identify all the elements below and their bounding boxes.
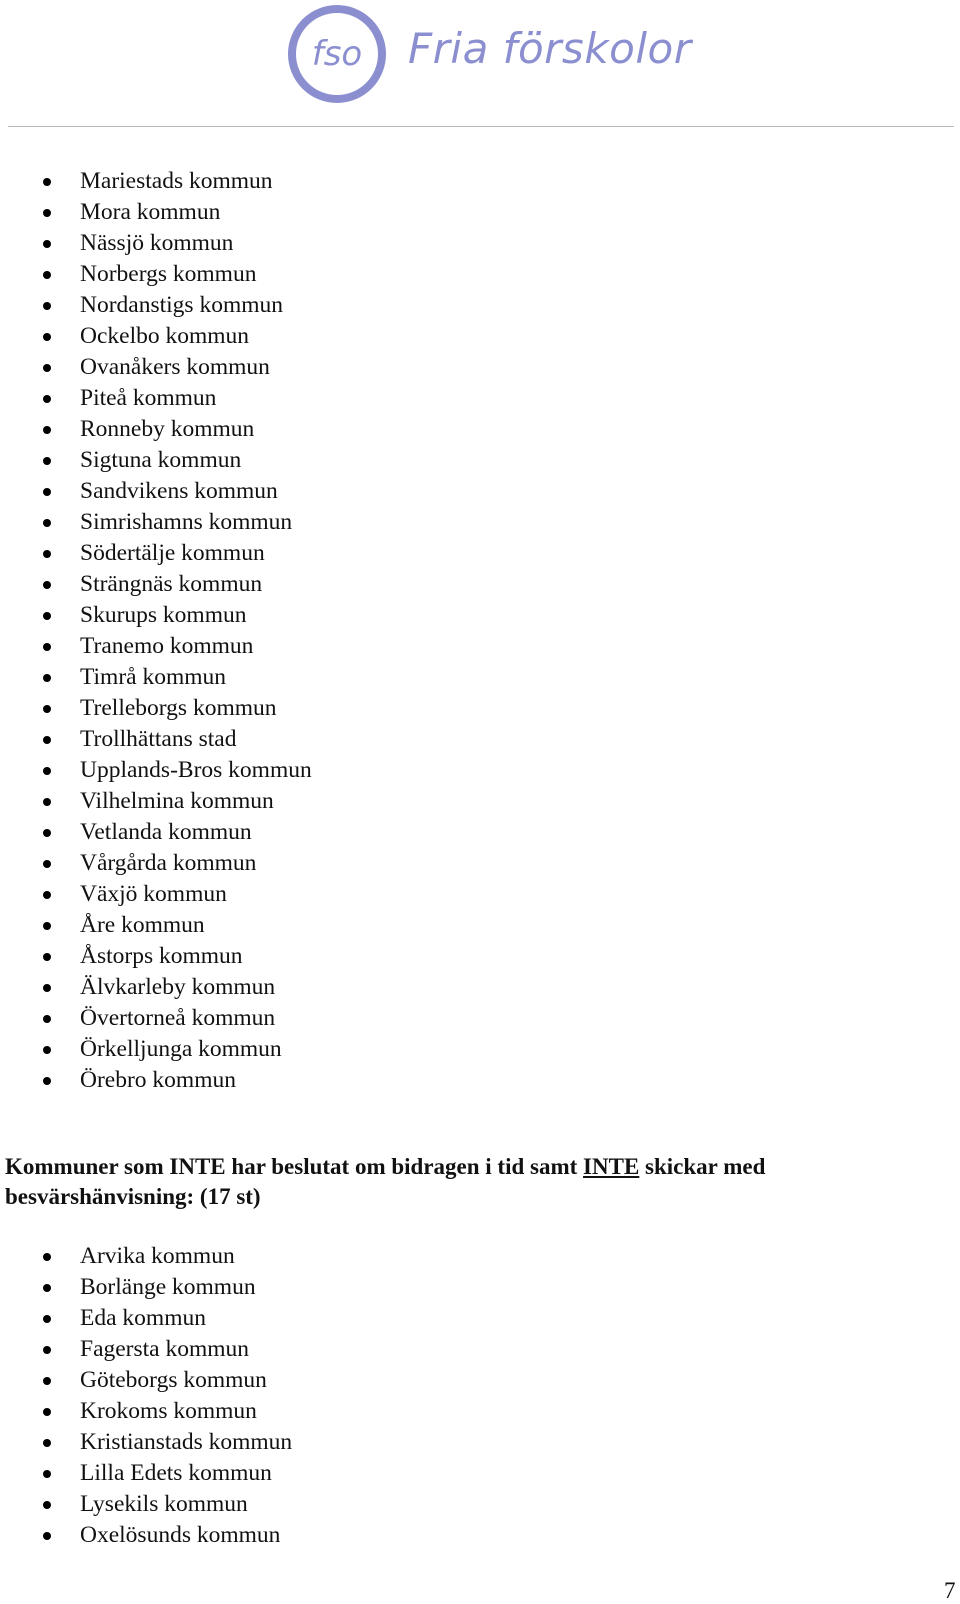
list-item-label: Piteå kommun [80,385,217,411]
list-item-label: Ronneby kommun [80,416,255,442]
list-item-label: Fagersta kommun [80,1336,250,1362]
list-item-label: Örkelljunga kommun [80,1036,282,1062]
bullet-icon [43,426,51,434]
bullet-icon [43,1408,51,1416]
list-item-label: Sandvikens kommun [80,478,278,504]
list-item-label: Örebro kommun [80,1067,236,1093]
bullet-icon [43,829,51,837]
bullet-icon [43,1532,51,1540]
bullet-icon [43,1077,51,1085]
list-item-label: Vårgårda kommun [80,850,257,876]
bullet-icon [43,1346,51,1354]
page-header [0,0,960,128]
bullet-icon [43,705,51,713]
list-item-label: Timrå kommun [80,664,227,690]
list-item-label: Mora kommun [80,199,221,225]
heading-text-1: Kommuner som [5,1154,170,1179]
list-item-label: Vilhelmina kommun [80,788,274,814]
bullet-icon [43,1015,51,1023]
bullet-icon [43,395,51,403]
list-item-label: Upplands-Bros kommun [80,757,312,783]
bullet-icon [43,891,51,899]
list-item-label: Nordanstigs kommun [80,292,284,318]
list-item-label: Arvika kommun [80,1243,235,1269]
list-item-label: Skurups kommun [80,602,247,628]
bullet-icon [43,860,51,868]
bullet-icon [43,302,51,310]
bullet-icon [43,1470,51,1478]
header-divider [8,126,954,127]
list-item-label: Krokoms kommun [80,1398,257,1424]
page-number: 7 [944,1578,956,1603]
list-item-label: Åstorps kommun [80,943,243,969]
bullet-icon [43,798,51,806]
bullet-icon [43,1315,51,1323]
bullet-icon [43,953,51,961]
bullet-icon [43,984,51,992]
list-item-label: Strängnäs kommun [80,571,263,597]
bullet-icon [43,209,51,217]
list-item-label: Lysekils kommun [80,1491,248,1517]
bullet-icon [43,674,51,682]
bullet-icon [43,333,51,341]
list-item-label: Ockelbo kommun [80,323,250,349]
heading-underlined-inte: INTE [583,1154,640,1179]
bullet-icon [43,1284,51,1292]
bullet-icon [43,1439,51,1447]
list-item-label: Eda kommun [80,1305,206,1331]
list-item-label: Vetlanda kommun [80,819,252,845]
list-item-label: Simrishamns kommun [80,509,293,535]
bullet-icon [43,612,51,620]
list-item-label: Norbergs kommun [80,261,257,287]
heading-text-2: INTE [169,1154,226,1179]
list-item-label: Älvkarleby kommun [80,974,276,1000]
bullet-icon [43,240,51,248]
fso-logo-icon [286,3,388,105]
svg-text:fso: fso [311,34,363,74]
heading-text-3: har beslutat om bidragen i tid samt [225,1154,584,1179]
list-item-label: Nässjö kommun [80,230,234,256]
list-item-label: Mariestads kommun [80,168,273,194]
bullet-icon [43,550,51,558]
bullet-icon [43,1046,51,1054]
list-item-label: Åre kommun [80,912,205,938]
bullet-icon [43,922,51,930]
list-item-label: Trollhättans stad [80,726,237,752]
list-item-label: Oxelösunds kommun [80,1522,281,1548]
list-item-label: Borlänge kommun [80,1274,256,1300]
list-item-label: Södertälje kommun [80,540,265,566]
section-heading [5,1152,905,1212]
bullet-icon [43,1501,51,1509]
bullet-icon [43,457,51,465]
logo-wordmark: Fria förskolor [408,24,692,73]
bullet-icon [43,767,51,775]
list-item-label: Växjö kommun [80,881,227,907]
list-item-label: Sigtuna kommun [80,447,242,473]
bullet-icon [43,736,51,744]
list-item-label: Lilla Edets kommun [80,1460,272,1486]
bullet-icon [43,178,51,186]
list-item-label: Ovanåkers kommun [80,354,270,380]
bullet-icon [43,1253,51,1261]
bullet-icon [43,581,51,589]
bullet-icon [43,488,51,496]
list-item-label: Trelleborgs kommun [80,695,277,721]
list-item-label: Övertorneå kommun [80,1005,276,1031]
list-item-label: Tranemo kommun [80,633,254,659]
bullet-icon [43,519,51,527]
bullet-icon [43,643,51,651]
list-item-label: Göteborgs kommun [80,1367,267,1393]
bullet-icon [43,271,51,279]
bullet-icon [43,364,51,372]
list-item-label: Kristianstads kommun [80,1429,293,1455]
bullet-icon [43,1377,51,1385]
heading-text-5: skickar med besvärshänvisning: (17 st) [5,1154,766,1209]
